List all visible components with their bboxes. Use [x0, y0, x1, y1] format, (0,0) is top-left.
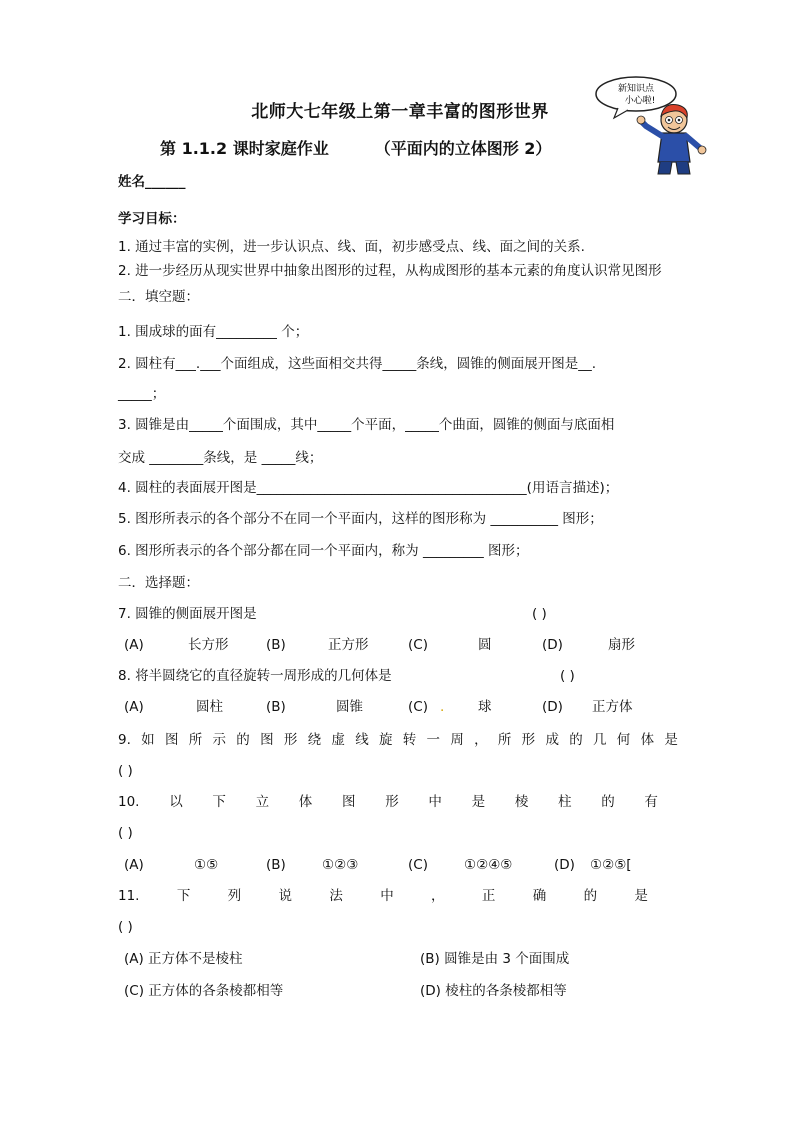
q9-word: 形 [283, 732, 298, 748]
option-b-text: ①②③ [322, 857, 359, 873]
name-field-label: 姓名______ [118, 174, 186, 190]
option-a-label: (A) [124, 637, 144, 653]
q9-word: 图 [164, 732, 179, 748]
q11-word: 法 [329, 888, 343, 904]
objective-item-2: 2. 进一步经历从现实世界中抽象出图形的过程，从构成图形的基本元素的角度认识常见图形 [118, 263, 662, 279]
q9-word: 绕 [307, 732, 322, 748]
objectives-heading: 学习目标： [118, 211, 186, 227]
fill-question-3-line1: 3. 圆锥是由_____个面围成，其中_____个平面，_____个曲面，圆锥的侧面与底面相 [118, 417, 615, 433]
option-a-label: (A) [124, 699, 144, 715]
option-c-label: (C) [408, 857, 428, 873]
choice-question-11-stem [118, 887, 648, 905]
q9-word: 是 [664, 732, 678, 748]
q11-word: 中 [380, 888, 394, 904]
bubble-text-line2: 小心啦! [624, 96, 656, 106]
q11-word: ， [431, 888, 445, 904]
option-c-label: (C) [408, 699, 428, 715]
q9-word: 所 [188, 732, 203, 748]
q10-word: 形 [385, 794, 399, 810]
q9-word: 体 [640, 732, 655, 748]
q10-word: 棱 [514, 794, 529, 810]
fill-question-3-line2: 交成 ________条线，是 _____线； [118, 450, 323, 466]
q10-word: 的 [601, 794, 615, 810]
lesson-label: 第 1.1.2 课时家庭作业 [160, 139, 329, 158]
q9-word: ， [474, 732, 488, 748]
q9-word: 旋 [378, 732, 393, 748]
page-subtitle [160, 136, 551, 159]
option-a-label: (A) [124, 857, 144, 873]
q9-word: 如 [141, 732, 155, 748]
option-a-text: 长方形 [188, 637, 229, 653]
q11-word: 11. [118, 888, 140, 904]
bubble-text-line1: 新知识点 [617, 84, 655, 94]
option-b-text: 正方形 [328, 637, 369, 653]
q10-word: 立 [255, 794, 270, 810]
choice-question-11-option-d: (D) 棱柱的各条棱都相等 [420, 983, 567, 999]
q11-word: 说 [278, 888, 293, 904]
q10-word: 体 [298, 794, 313, 810]
q10-word: 有 [644, 794, 658, 810]
choice-question-8-stem: 8. 将半圆绕它的直径旋转一周形成的几何体是 [118, 668, 392, 684]
option-b-label: (B) [266, 637, 286, 653]
fill-heading: 二．填空题： [118, 289, 199, 305]
option-d-text: ①②⑤[ [590, 857, 632, 873]
q9-word: 一 [426, 732, 441, 748]
lesson-topic: （平面内的立体图形 2） [374, 139, 552, 158]
q9-word: 所 [497, 732, 512, 748]
q9-word: 线 [355, 732, 369, 748]
choice-question-9-answer-paren: ( ) [118, 763, 133, 779]
fill-question-4: 4. 圆柱的表面展开图是________________________________________(用语言描述)； [118, 480, 619, 496]
choice-question-11-option-b: (B) 圆锥是由 3 个面围成 [420, 951, 570, 967]
objective-item-1: 1. 通过丰富的实例，进一步认识点、线、面，初步感受点、线、面之间的关系. [118, 239, 585, 255]
choice-question-10-stem [118, 793, 658, 811]
option-d-text: 正方体 [592, 699, 633, 715]
choice-question-9-stem [118, 731, 678, 749]
fill-question-6: 6. 图形所表示的各个部分都在同一个平面内，称为 _________ 图形； [118, 543, 529, 559]
cartoon-teacher-icon [588, 74, 714, 178]
q11-word: 是 [634, 888, 648, 904]
option-a-text: ①⑤ [194, 857, 219, 873]
q11-word: 列 [227, 888, 242, 904]
option-a-text: 圆柱 [196, 699, 223, 715]
option-c-text: 圆 [478, 637, 492, 653]
q10-word: 图 [342, 794, 356, 810]
q9-word: 虚 [331, 732, 345, 748]
q11-word: 的 [583, 888, 598, 904]
option-d-label: (D) [542, 699, 563, 715]
q10-word: 是 [471, 794, 486, 810]
q11-word: 确 [532, 888, 547, 904]
choice-question-7-answer-paren: ( ) [532, 606, 547, 622]
choice-question-7-stem: 7. 圆锥的侧面展开图是 [118, 606, 257, 622]
fill-question-2-line1: 2. 圆柱有___.___个面组成，这些面相交共得_____条线，圆锥的侧面展开图是__. [118, 356, 597, 372]
q9-word: 转 [402, 732, 417, 748]
option-d-text: 扇形 [608, 637, 635, 653]
q9-word: 形 [521, 732, 536, 748]
q9-word: 的 [569, 732, 583, 748]
option-b-label: (B) [266, 699, 286, 715]
q9-word: 9. [118, 732, 131, 748]
q10-word: 中 [428, 794, 442, 810]
q9-word: 示 [212, 732, 227, 748]
choice-question-11-answer-paren: ( ) [118, 919, 133, 935]
option-b-text: 圆锥 [336, 699, 363, 715]
q9-word: 何 [616, 732, 631, 748]
q9-word: 的 [236, 732, 250, 748]
q10-word: 下 [212, 794, 226, 810]
fill-question-1: 1. 围成球的面有_________ 个； [118, 324, 309, 340]
q9-word: 周 [450, 732, 464, 748]
option-c-dot: . [440, 699, 445, 715]
option-c-text: ①②④⑤ [464, 857, 513, 873]
q11-word: 正 [481, 888, 496, 904]
option-d-label: (D) [542, 637, 563, 653]
q11-word: 下 [176, 888, 191, 904]
choice-heading: 二．选择题： [118, 575, 199, 591]
option-c-label: (C) [408, 637, 428, 653]
q9-word: 图 [260, 732, 274, 748]
q10-word: 10. [118, 794, 140, 810]
choice-question-11-option-a: (A) 正方体不是棱柱 [124, 951, 243, 967]
q9-word: 成 [545, 732, 559, 748]
q10-word: 柱 [558, 794, 572, 810]
fill-question-5: 5. 图形所表示的各个部分不在同一个平面内，这样的图形称为 __________ 图形； [118, 511, 603, 527]
page-title: 北师大七年级上第一章丰富的图形世界 [251, 102, 549, 122]
fill-question-2-line2: _____； [118, 386, 166, 402]
option-c-text: 球 [478, 699, 492, 715]
q9-word: 几 [593, 732, 607, 748]
choice-question-10-answer-paren: ( ) [118, 825, 133, 841]
choice-question-8-answer-paren: ( ) [560, 668, 575, 684]
choice-question-11-option-c: (C) 正方体的各条棱都相等 [124, 983, 284, 999]
option-d-label: (D) [554, 857, 575, 873]
q10-word: 以 [169, 794, 183, 810]
option-b-label: (B) [266, 857, 286, 873]
